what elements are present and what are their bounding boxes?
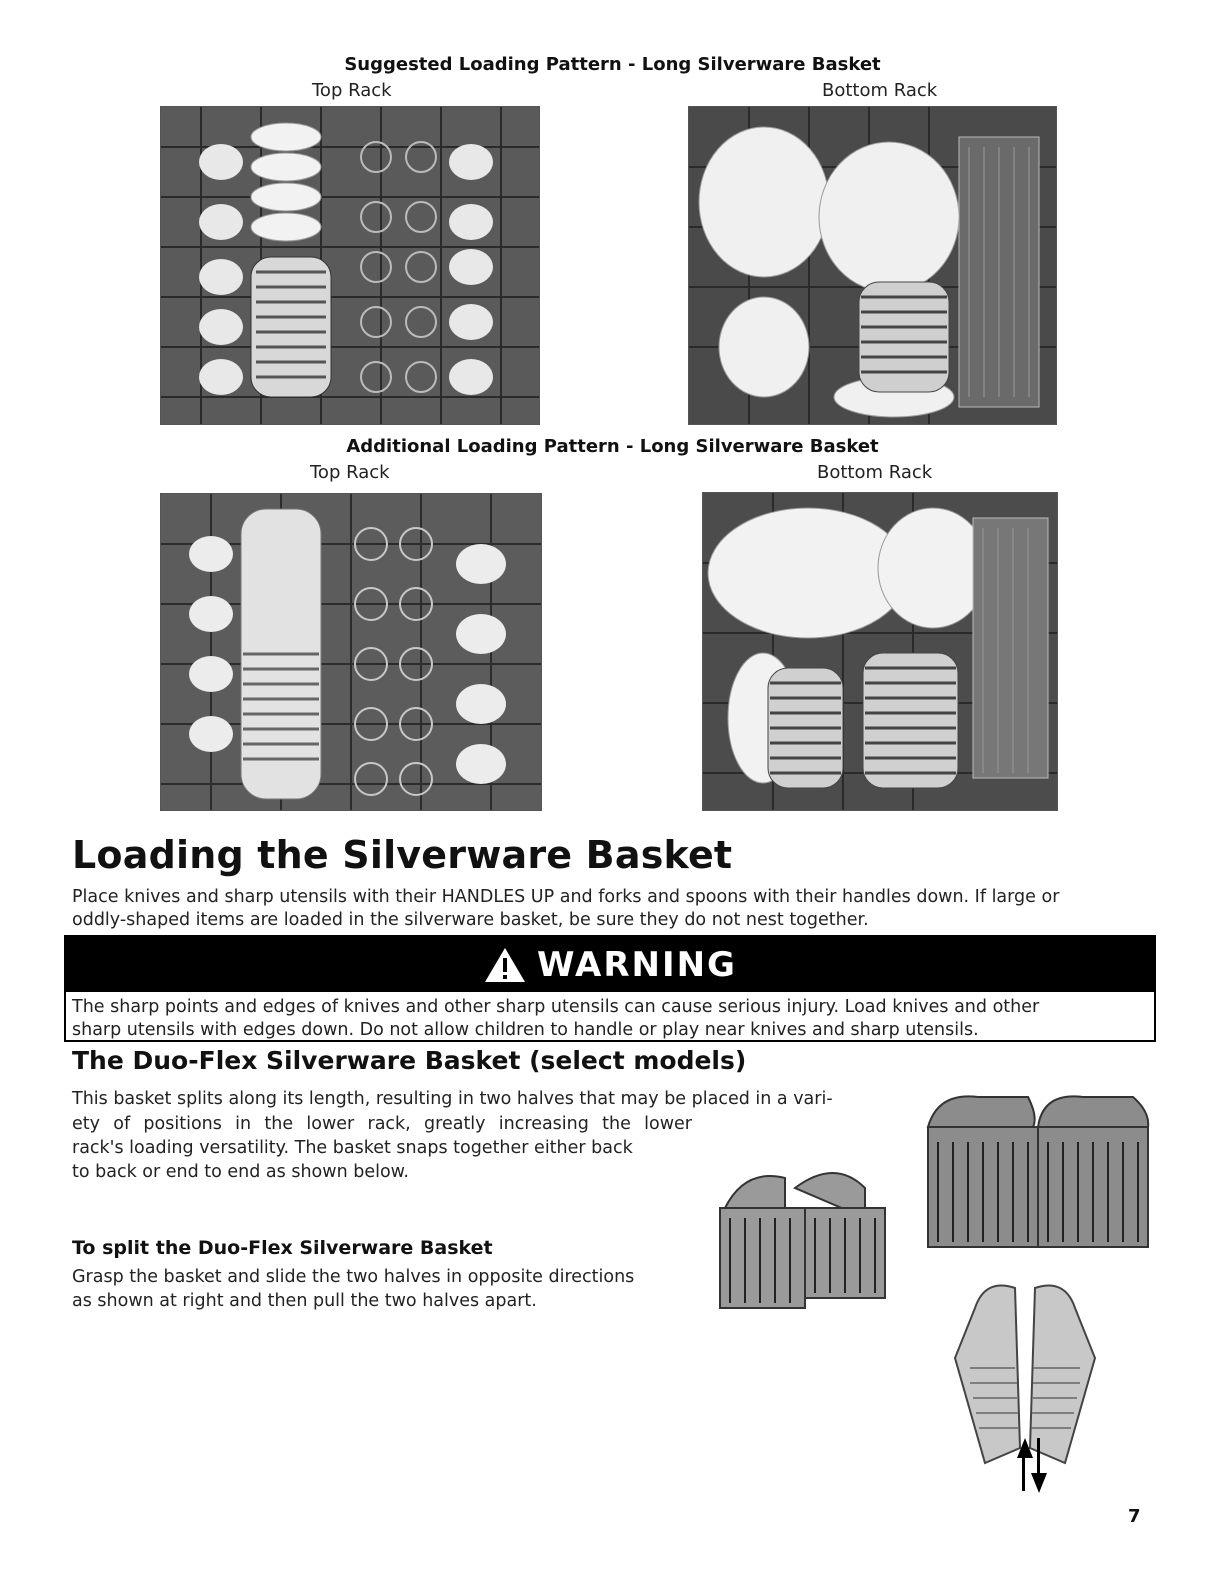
silverware-paragraph-line1: Place knives and sharp utensils with their HANDLES UP and forks and spoons with their handles down. If large or (72, 887, 1060, 907)
bottom-rack-photo-1 (688, 106, 1057, 425)
warning-bar (66, 937, 1154, 992)
basket-end-to-end-illustration (918, 1087, 1158, 1252)
silverware-basket-title: Loading the Silverware Basket (72, 833, 733, 877)
warning-triangle-icon (483, 946, 527, 984)
duoflex-title: The Duo-Flex Silverware Basket (select models) (72, 1046, 747, 1075)
warning-line2: sharp utensils with edges down. Do not allow children to handle or play near knives and sharp utensils. (72, 1020, 979, 1040)
warning-line1: The sharp points and edges of knives and other sharp utensils can cause serious injury. Load knives and other (72, 997, 1040, 1017)
split-line2: as shown at right and then pull the two halves apart. (72, 1291, 537, 1311)
top-rack-photo-2 (160, 493, 542, 811)
top-rack-photo-1 (160, 106, 540, 425)
additional-pattern-heading: Additional Loading Pattern - Long Silverware Basket (346, 436, 879, 457)
duoflex-line1: This basket splits along its length, resulting in two halves that may be placed in a vari- (72, 1089, 833, 1109)
split-line1: Grasp the basket and slide the two halves in opposite directions (72, 1267, 635, 1287)
suggested-pattern-heading: Suggested Loading Pattern - Long Silverware Basket (344, 54, 881, 75)
page-number: 7 (1128, 1506, 1141, 1527)
bottom-rack-label-1: Bottom Rack (822, 80, 938, 101)
basket-back-to-back-illustration (705, 1148, 905, 1318)
top-rack-label-1: Top Rack (312, 80, 392, 101)
basket-split-illustration (945, 1278, 1105, 1498)
silverware-paragraph-line2: oddly-shaped items are loaded in the silverware basket, be sure they do not nest together. (72, 910, 869, 930)
warning-label: WARNING (537, 944, 737, 985)
warning-box (64, 935, 1156, 1042)
bottom-rack-photo-2 (702, 492, 1058, 811)
duoflex-line3: rack's loading versatility. The basket snaps together either back (72, 1138, 633, 1158)
top-rack-label-2: Top Rack (310, 462, 390, 483)
bottom-rack-label-2: Bottom Rack (817, 462, 933, 483)
split-title: To split the Duo-Flex Silverware Basket (72, 1237, 493, 1259)
duoflex-line4: to back or end to end as shown below. (72, 1162, 409, 1182)
duoflex-line2: ety of positions in the lower rack, greatly increasing the lower (72, 1114, 692, 1134)
